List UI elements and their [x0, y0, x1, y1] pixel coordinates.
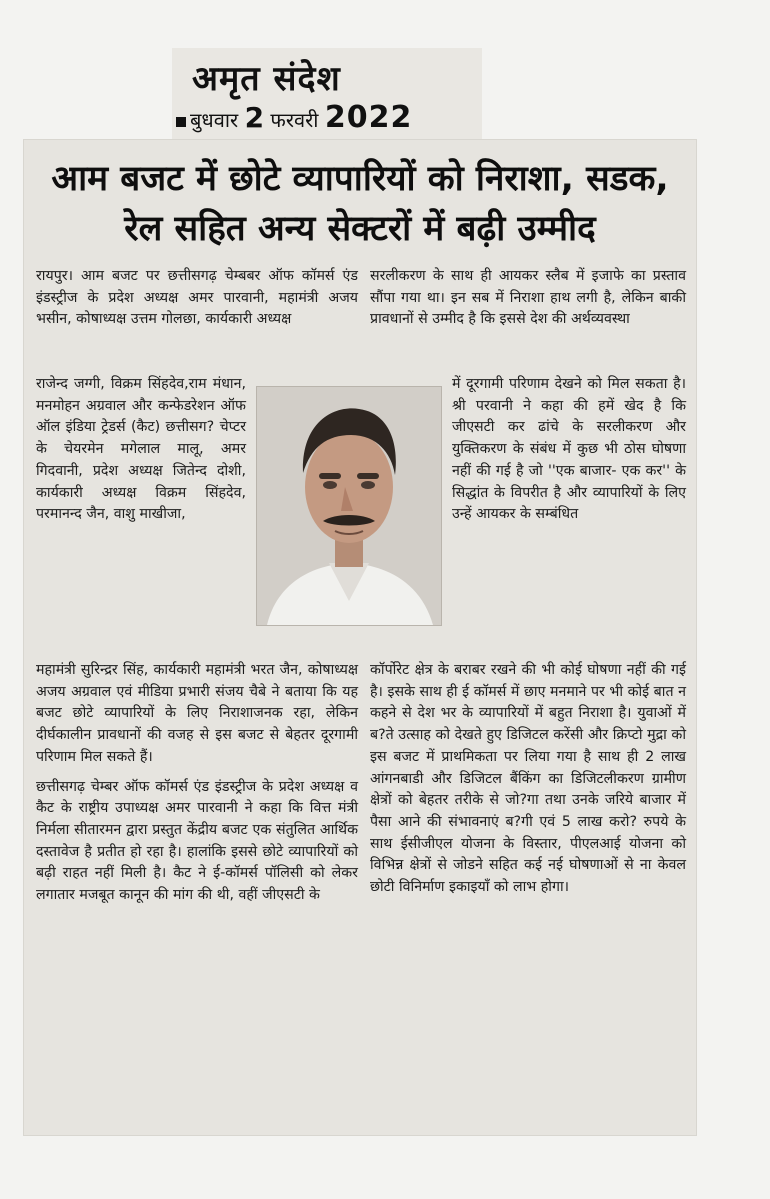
- column-1-wrap: [36, 374, 246, 526]
- headline-line-2: रेल सहित अन्य सेक्टरों में बढ़ी उम्मीद: [124, 209, 596, 249]
- news-clipping: [24, 140, 696, 1135]
- column-1-paragraph-2: छत्तीसगढ़ चेम्बर ऑफ कॉमर्स एंड इंडस्ट्रीज के प्रदेश अध्यक्ष व कैट के राष्ट्रीय उपाध्यक्ष अमर पारवानी ने कहा कि वित्त मंत्री निर्मला सीतारमन द्वारा प्रस्तुत केंद्रीय बजट एक संतुलित आर्थिक दस्तावेज है प्रतीत हो रहा है। हालांकि इससे छोटे व्यापारियों को बढ़ी राहत नहीं मिली है। कैट ने ई-कॉमर्स पॉलिसी को लेकर लगातार मजबूत कानून की मांग की थी, वहीं जीएसटी के: [36, 778, 358, 904]
- column-2-wrap-text: में दूरगामी परिणाम देखने को मिल सकता है। श्री परवानी ने कहा की हमें खेद है कि जीएसटी कर ढांचे के सरलीकरण और युक्तिकरण के संबंध में कुछ भी ठोस घोषणा नहीं की गई है जो ''एक बाजार- एक कर'' के सिद्धांत के विपरीत है और व्यापारियों के लिए उन्हें आयकर के सम्बंधित: [452, 376, 686, 523]
- column-1-top-text: रायपुर। आम बजट पर छत्तीसगढ़ चेम्बबर ऑफ कॉमर्स एंड इंडस्ट्रीज के प्रदेश अध्यक्ष अमर पारवानी, महामंत्री अजय भसीन, कोषाध्यक्ष उत्तम गोलछा, कार्यकारी अध्यक्ष: [36, 268, 358, 328]
- month: फरवरी: [270, 108, 319, 132]
- date-line: [176, 100, 412, 135]
- portrait-photo: [256, 386, 442, 626]
- column-1-top: [36, 266, 358, 331]
- headline-line-1: आम बजट में छोटे व्यापारियों को निराशा, सडक,: [51, 159, 669, 199]
- column-2-bottom-text: कॉर्पोरेट क्षेत्र के बराबर रखने की भी कोई घोषणा नहीं की गई है। इसके साथ ही ई कॉमर्स में छाए मनमाने पर भी कोई बात न कहने से देश भर के व्यापारियों में बहुत निराशा है। युवाओं में ब?ते उत्साह को देखते हुए डिजिटल करेंसी और क्रिप्टो मुद्रा को इस बजट में प्राथमिकता पर लिया गया है साथ ही 2 लाख आंगनबाडी और डिजिटल बैंकिंग का डिजिटलीकरण ग्रामीण क्षेत्रों को बेहतर तरीके से जो?गा तथा उनके जरिये बाजार में पैसा आने की संभावनाएं ब?गी एवं 5 लाख करो? रुपये के साथ ईसीजीएल योजना के विस्तार, पीएलआई योजना को विभिन्न क्षेत्रों से जोडने सहित कई नई घोषणाओं से ना केवल छोटी विनिर्माण इकाइयाँ को लाभ होगा।: [370, 662, 686, 896]
- column-2-top: [370, 266, 686, 331]
- newspaper-name: अमृत संदेश: [192, 59, 341, 99]
- portrait-image: [257, 387, 441, 625]
- column-2-bottom: [370, 660, 686, 899]
- column-1-bottom-text: महामंत्री सुरिन्द्रर सिंह, कार्यकारी महामंत्री भरत जैन, कोषाध्यक्ष अजय अग्रवाल एवं मीडिया प्रभारी संजय चैबे ने बताया कि यह बजट छोटे व्यापारियों के लिए निराशाजनक रहा, लेकिन दीर्घकालीन प्रावधानों की वजह से इस बजट से बेहतर दूरगामी परिणाम मिल सकते हैं।: [36, 662, 358, 765]
- bullet-icon: [176, 117, 186, 127]
- masthead: [172, 48, 482, 140]
- column-2-wrap: [452, 374, 686, 526]
- headline: [24, 154, 696, 254]
- weekday: बुधवार: [190, 108, 239, 132]
- column-1-wrap-text: राजेन्द जग्गी, विक्रम सिंहदेव,राम मंधान, मनमोहन अग्रवाल और कन्फेडरेशन ऑफ ऑल इंडिया ट्रेडर्स (कैट) छत्तीसग? चेप्टर के चेयरमेन मगेलाल मालू, अमर गिदवानी, प्रदेश अध्यक्ष जितेन्द दोशी, कार्यकारी अध्यक्ष विक्रम सिंहदेव, परमानन्द जैन, वाशु माखीजा,: [36, 376, 246, 523]
- year: 2022: [324, 100, 413, 135]
- column-1-bottom: [36, 660, 358, 907]
- column-2-top-text: सरलीकरण के साथ ही आयकर स्लैब में इजाफे का प्रस्ताव सौंपा गया था। इन सब में निराशा हाथ लगी है, लेकिन बाकी प्रावधानों से उम्मीद है कि इससे देश की अर्थव्यवस्था: [370, 268, 686, 328]
- date-number: 2: [244, 101, 265, 134]
